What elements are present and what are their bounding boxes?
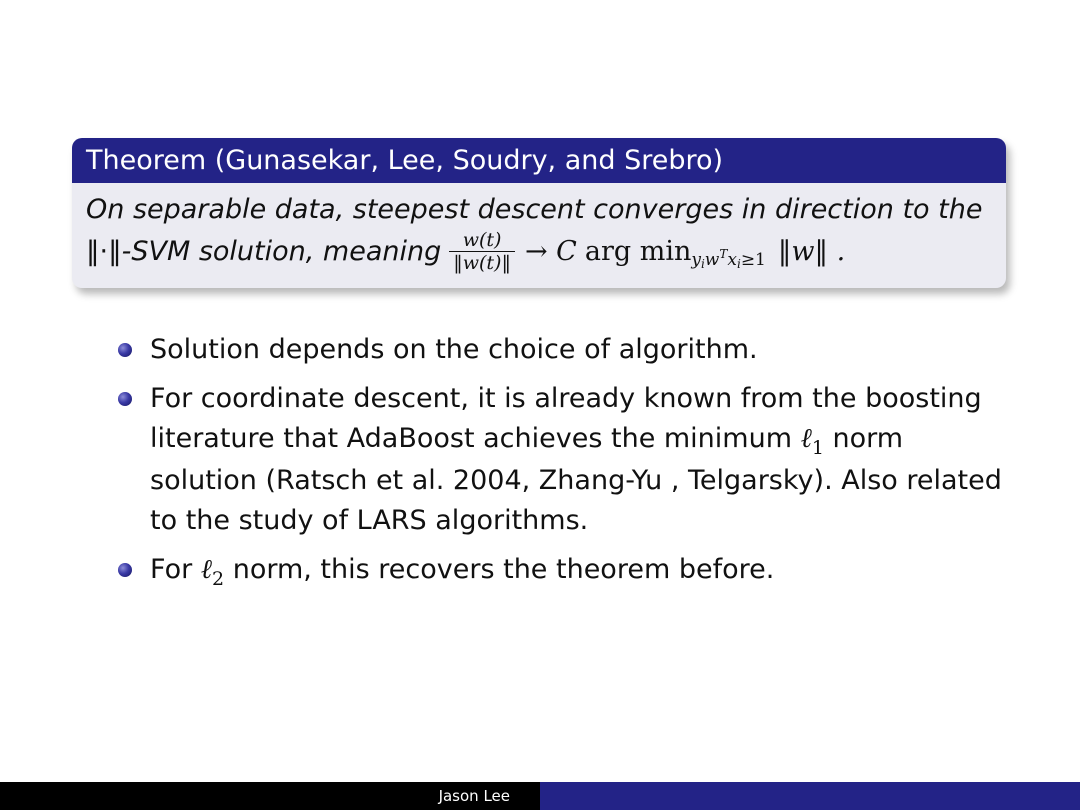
norm-w: ‖w‖ . bbox=[777, 235, 846, 267]
bullet-icon bbox=[118, 392, 132, 406]
footer-bar bbox=[540, 782, 1080, 810]
bullet-text-part-a: For coordinate descent, it is already known from the boosting literature that AdaBoost achieves the minimum bbox=[150, 383, 982, 454]
bullet-text-part-b: norm solution (Ratsch et al. 2004, Zhang-Yu , Telgarsky). Also related to the study of LARS algorithms. bbox=[150, 423, 1002, 536]
argmin-operator: arg min bbox=[584, 235, 692, 267]
constraint-w: w bbox=[704, 250, 720, 270]
theorem-title: Theorem (Gunasekar, Lee, Soudry, and Srebro) bbox=[72, 138, 1006, 183]
theorem-body bbox=[72, 183, 1006, 273]
theorem-statement-line-2 bbox=[86, 229, 992, 273]
constraint-y-index: i bbox=[700, 257, 705, 271]
constraint-x-index: i bbox=[736, 257, 741, 271]
ell-symbol: ℓ bbox=[200, 554, 213, 585]
bullet-text: Solution depends on the choice of algorithm. bbox=[150, 334, 758, 365]
constraint-bound: ≥1 bbox=[740, 250, 766, 270]
bullet-text-part-b: norm, this recovers the theorem before. bbox=[224, 554, 775, 585]
bullet-list bbox=[118, 330, 1018, 601]
theorem-statement-line-1: On separable data, steepest descent converges in direction to the bbox=[86, 194, 983, 225]
footer-author: Jason Lee bbox=[0, 782, 540, 810]
ell-subscript: 2 bbox=[212, 568, 225, 590]
bullet-text-part-a: For bbox=[150, 554, 201, 585]
ell-subscript: 1 bbox=[811, 437, 824, 459]
list-item bbox=[118, 330, 1018, 370]
constraint-x: x bbox=[727, 250, 737, 270]
constraint-y: y bbox=[691, 250, 701, 270]
svm-solution-text: -SVM solution, meaning bbox=[121, 235, 442, 267]
constraint-transpose: T bbox=[719, 247, 728, 261]
bullet-icon bbox=[118, 343, 132, 357]
fraction-denominator: ‖w(t)‖ bbox=[449, 251, 515, 273]
theorem-block bbox=[72, 138, 1006, 288]
ell-symbol: ℓ bbox=[800, 423, 812, 454]
fraction bbox=[449, 230, 515, 273]
list-item bbox=[118, 550, 1018, 592]
footer bbox=[0, 782, 1080, 810]
bullet-icon bbox=[118, 563, 132, 577]
fraction-numerator: w(t) bbox=[462, 228, 502, 251]
argmin-constraint bbox=[691, 247, 766, 271]
list-item bbox=[118, 379, 1018, 541]
arrow-constant: → C bbox=[524, 235, 577, 267]
norm-symbol: ‖·‖ bbox=[86, 235, 122, 267]
